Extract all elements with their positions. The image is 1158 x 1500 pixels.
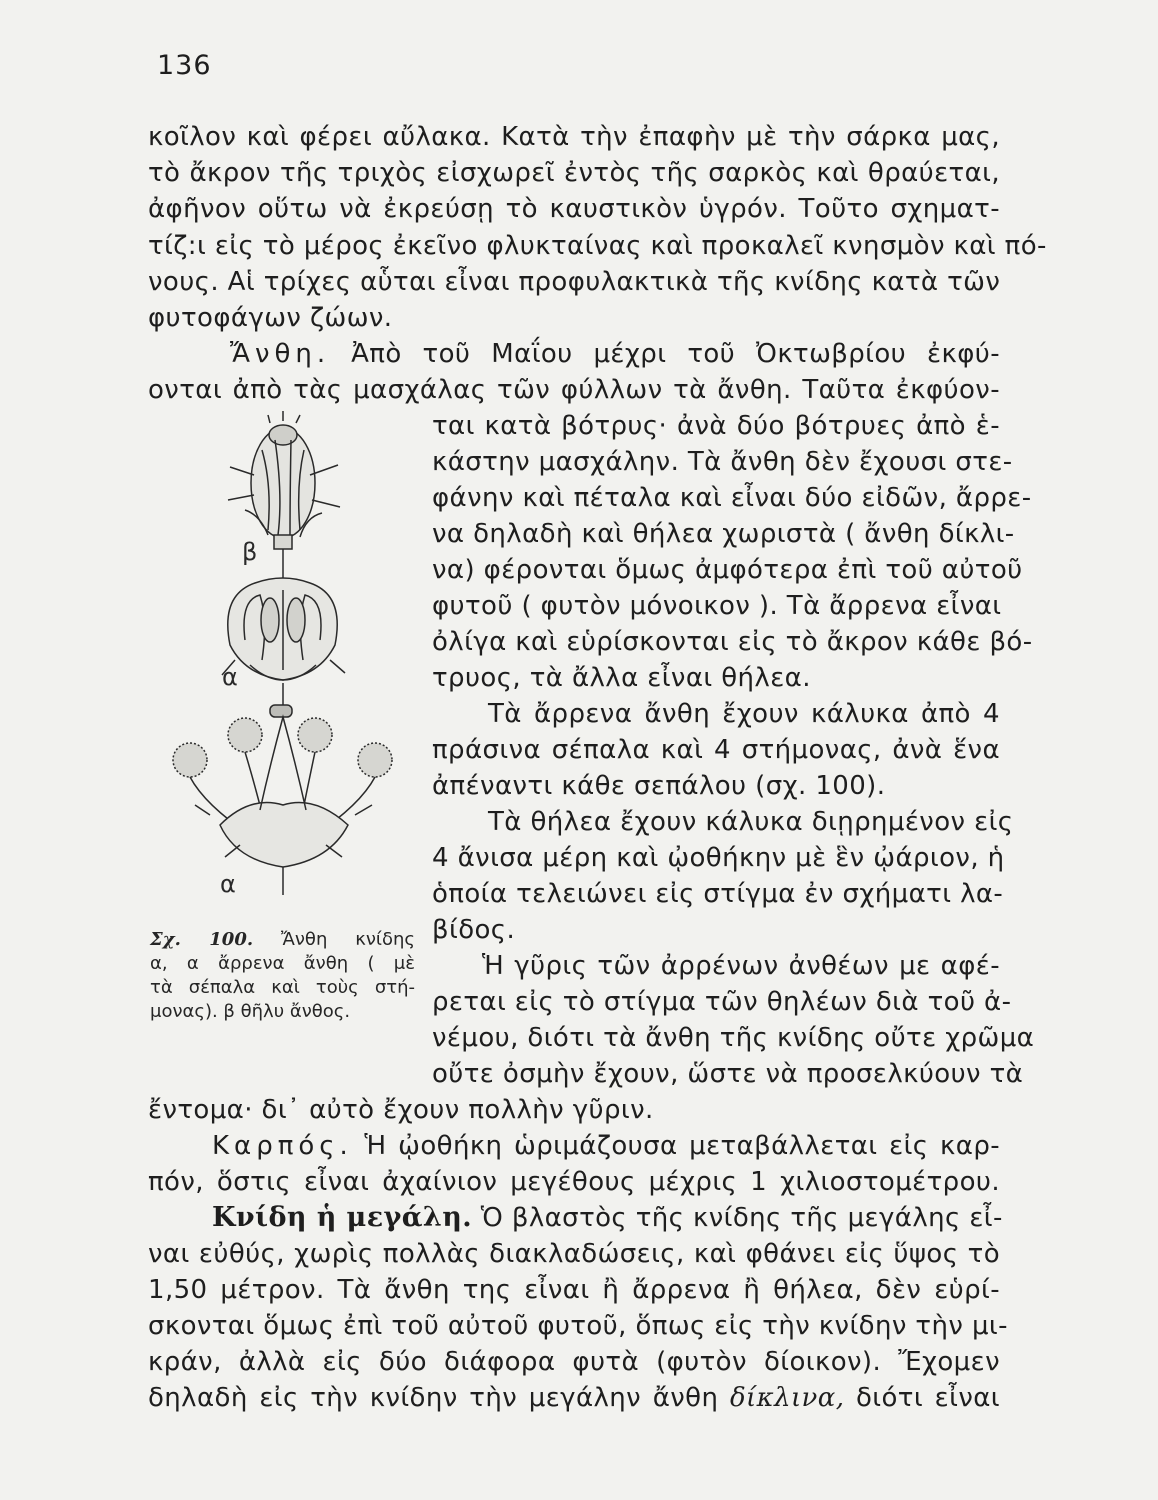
figure-label-alpha-2: α xyxy=(220,870,236,898)
text-line: Τὰ θήλεα ἔχουν κάλυκα διῃρημένον εἰς xyxy=(488,807,1014,837)
male-flower-closed-drawing xyxy=(222,578,345,705)
text-line-anthi xyxy=(230,336,1000,372)
page-number: 136 xyxy=(157,50,212,81)
text-line: ὀλίγα καὶ εὑρίσκονται εἰς τὸ ἄκρον κάθε βό- xyxy=(432,627,1033,657)
text-line: κάστην μασχάλην. Τὰ ἄνθη δὲν ἔχουσι στε- xyxy=(432,447,1013,477)
section-heading-megali: Κνίδη ἡ μεγάλη. xyxy=(212,1202,473,1233)
text-line: Ἡ γῦρις τῶν ἀρρένων ἀνθέων με αφέ- xyxy=(482,951,1000,981)
text-line: νους. Αἱ τρίχες αὗται εἶναι προφυλακτικὰ τῆς κνίδης κατὰ τῶν xyxy=(148,267,1001,297)
text-line: να) φέρονται ὅμως ἀμφότερα ἐπὶ τοῦ αὐτοῦ xyxy=(432,555,1023,585)
text-line: φάνην καὶ πέταλα καὶ εἶναι δύο εἰδῶν, ἄρρε- xyxy=(432,483,1032,513)
text-line: κράν, ἀλλὰ εἰς δύο διάφορα φυτὰ (φυτὸν δίοικον). Ἔχομεν xyxy=(148,1347,1000,1377)
text-line-last xyxy=(148,1380,1000,1416)
last-line-end: διότι εἶναι xyxy=(856,1383,1000,1413)
text-line: βίδος. xyxy=(432,915,516,945)
text-line: να δηλαδὴ καὶ θήλεα χωριστὰ ( ἄνθη δίκλι- xyxy=(432,519,1015,549)
text-line: ἔντομα· δι᾽ αὐτὸ ἔχουν πολλὴν γῦριν. xyxy=(148,1095,654,1125)
last-line-italic: δίκλινα, xyxy=(729,1383,845,1413)
text-line: νέμου, διότι τὰ ἄνθη τῆς κνίδης οὔτε χρῶμα xyxy=(432,1023,1035,1053)
caption-line-4: μονας). β θῆλυ ἄνθος. xyxy=(150,1001,351,1022)
text-line: 1,50 μέτρον. Τὰ ἄνθη της εἶναι ἢ ἄρρενα ἢ θήλεα, δὲν εὑρί- xyxy=(148,1275,1000,1305)
text-line: 4 ἄνισα μέρη καὶ ᾠοθήκην μὲ ἓν ᾠάριον, ἡ xyxy=(432,843,1005,873)
text-line: ἀπέναντι κάθε σεπάλου (σχ. 100). xyxy=(432,771,886,801)
text-line: οὔτε ὀσμὴν ἔχουν, ὥστε νὰ προσελκύουν τὰ xyxy=(432,1059,1024,1089)
figure-label-beta: β xyxy=(242,538,258,566)
text-line: ρεται εἰς τὸ στίγμα τῶν θηλέων διὰ τοῦ ἀ- xyxy=(432,987,1012,1017)
section-label-anthi: Ἄνθη. xyxy=(230,339,331,369)
anthi-text: Ἀπὸ τοῦ Μαΐου μέχρι τοῦ Ὀκτωβρίου ἐκφύ- xyxy=(351,339,1000,369)
text-line: ἀφῆνον οὕτω νὰ ἐκρεύσῃ τὸ καυστικὸν ὑγρόν. Τοῦτο σχηματ- xyxy=(148,194,1000,224)
caption-figure-number: Σχ. 100. xyxy=(150,929,254,950)
text-line: φυτοῦ ( φυτὸν μόνοικον ). Τὰ ἄρρενα εἶναι xyxy=(432,591,1002,621)
last-line-start: δηλαδὴ εἰς τὴν κνίδην τὴν μεγάλην ἄνθη xyxy=(148,1383,719,1413)
text-line: κοῖλον καὶ φέρει αὔλακα. Κατὰ τὴν ἐπαφὴν μὲ τὴν σάρκα μας, xyxy=(148,122,1000,152)
text-line: Τὰ ἄρρενα ἄνθη ἔχουν κάλυκα ἀπὸ 4 xyxy=(488,699,1000,729)
text-line: ονται ἀπὸ τὰς μασχάλας τῶν φύλλων τὰ ἄνθη. Ταῦτα ἐκφύον- xyxy=(148,375,1000,405)
text-line: ται κατὰ βότρυς· ἀνὰ δύο βότρυες ἀπὸ ἑ- xyxy=(432,411,1000,441)
caption-line-1 xyxy=(150,928,415,952)
text-line-karpos xyxy=(212,1128,1000,1164)
section-label-karpos: Καρπός. xyxy=(212,1131,353,1161)
caption-line-3: τὰ σέπαλα καὶ τοὺς στή- xyxy=(150,977,415,998)
caption-line1-rest: Ἄνθη κνίδης xyxy=(281,929,415,950)
figure-caption xyxy=(150,928,415,1024)
text-line: τίζ:ι εἰς τὸ μέρος ἐκεῖνο φλυκταίνας καὶ προκαλεῖ κνησμὸν καὶ πό- xyxy=(148,231,1047,261)
text-line: ναι εὐθύς, χωρὶς πολλὰς διακλαδώσεις, καὶ φθάνει εἰς ὕψος τὸ xyxy=(148,1239,1000,1269)
text-line: πόν, ὅστις εἶναι ἀχαίνιον μεγέθους μέχρις 1 χιλιοστομέτρου. xyxy=(148,1167,1000,1197)
text-line: τὸ ἄκρον τῆς τριχὸς εἰσχωρεῖ ἐντὸς τῆς σαρκὸς καὶ θραύεται, xyxy=(148,158,1000,188)
caption-line-2: α, α ἄρρενα ἄνθη ( μὲ xyxy=(150,953,415,974)
male-flower-open-drawing xyxy=(173,705,392,895)
text-line: σκονται ὅμως ἐπὶ τοῦ αὐτοῦ φυτοῦ, ὅπως εἰς τὴν κνίδην τὴν μι- xyxy=(148,1311,1008,1341)
text-line: τρυος, τὰ ἄλλα εἶναι θήλεα. xyxy=(432,663,811,693)
karpos-text: Ἡ ᾠοθήκη ὡριμάζουσα μεταβάλλεται εἰς καρ- xyxy=(364,1131,1000,1161)
text-line-megali xyxy=(212,1200,1003,1236)
figure-label-alpha-1: α xyxy=(222,663,238,691)
text-line: πράσινα σέπαλα καὶ 4 στήμονας, ἀνὰ ἕνα xyxy=(432,735,1000,765)
figure-nettle-flowers xyxy=(150,405,420,900)
text-line: φυτοφάγων ζώων. xyxy=(148,303,393,333)
text-line: ὁποία τελειώνει εἰς στίγμα ἐν σχήματι λα- xyxy=(432,879,1004,909)
nettle-flower-illustration xyxy=(150,405,420,900)
megali-text: Ὁ βλαστὸς τῆς κνίδης τῆς μεγάλης εἶ- xyxy=(480,1203,1003,1233)
